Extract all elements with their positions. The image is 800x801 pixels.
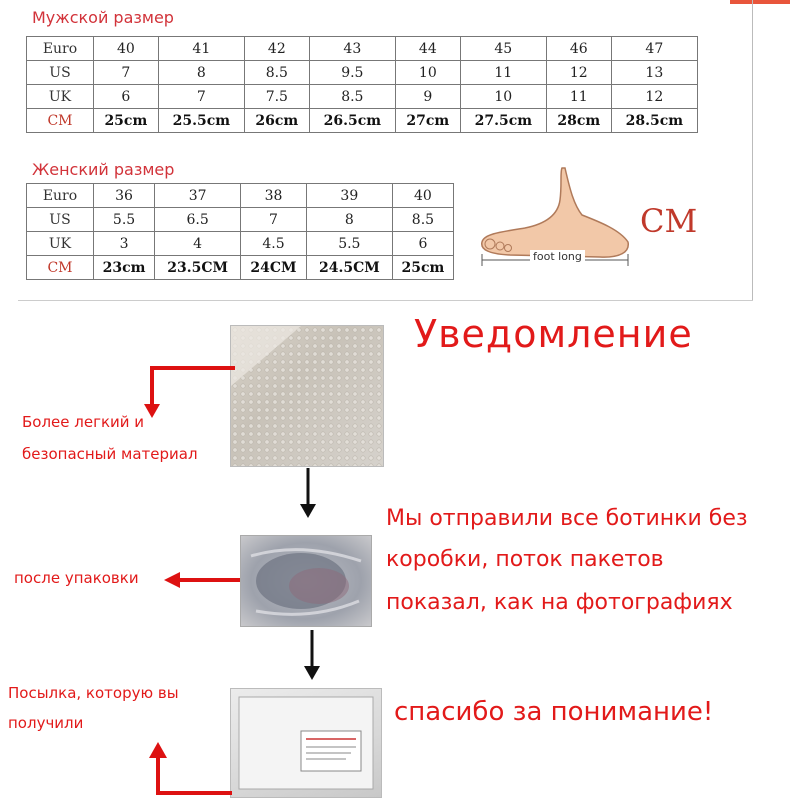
size-cell: 10 [460, 85, 546, 109]
size-cell: 25cm [392, 256, 453, 280]
size-cell: 4 [155, 232, 241, 256]
foot-diagram [470, 160, 750, 290]
size-cell: 8 [158, 61, 244, 85]
size-cell: 26cm [244, 109, 309, 133]
size-cell: 40 [94, 37, 159, 61]
size-cell: 27cm [395, 109, 460, 133]
size-row-cm [27, 109, 698, 133]
size-cell: 12 [546, 61, 611, 85]
size-cell: 42 [244, 37, 309, 61]
size-cell: 8.5 [309, 85, 395, 109]
parcel-photo [230, 688, 382, 798]
size-cell: 13 [611, 61, 697, 85]
arrow-material-icon [140, 360, 240, 420]
size-row-uk [27, 85, 698, 109]
size-row-euro [27, 37, 698, 61]
packed-shoes-photo [240, 535, 372, 627]
size-row-cm [27, 256, 454, 280]
size-cell: 27.5cm [460, 109, 546, 133]
size-cell: 39 [306, 184, 392, 208]
parcel-label-line1: Посылка, которую вы [8, 684, 179, 702]
women-size-title: Женский размер [32, 160, 175, 179]
foot-icon [470, 160, 750, 290]
men-size-title: Мужской размер [32, 8, 174, 27]
size-cell: 25cm [94, 109, 159, 133]
size-row-label: US [27, 208, 94, 232]
size-cell: 12 [611, 85, 697, 109]
size-cell: 24CM [241, 256, 307, 280]
foot-cm-label: CM [640, 202, 698, 240]
men-size-table [26, 36, 698, 133]
size-cell: 46 [546, 37, 611, 61]
size-row-euro [27, 184, 454, 208]
after-packing-label: после упаковки [14, 569, 139, 587]
size-cell: 6 [392, 232, 453, 256]
size-cell: 47 [611, 37, 697, 61]
size-cell: 8 [306, 208, 392, 232]
size-cell: 36 [94, 184, 155, 208]
size-cell: 8.5 [392, 208, 453, 232]
arrow-down-1-icon [296, 468, 320, 520]
size-row-us [27, 208, 454, 232]
size-cell: 38 [241, 184, 307, 208]
divider-vertical [752, 0, 753, 300]
size-cell: 43 [309, 37, 395, 61]
arrow-parcel-icon [140, 738, 240, 800]
size-cell: 41 [158, 37, 244, 61]
size-row-label: US [27, 61, 94, 85]
size-cell: 28cm [546, 109, 611, 133]
size-cell: 8.5 [244, 61, 309, 85]
arrow-down-2-icon [300, 630, 324, 682]
size-cell: 37 [155, 184, 241, 208]
size-row-label: UK [27, 232, 94, 256]
size-cell: 7 [158, 85, 244, 109]
size-cell: 45 [460, 37, 546, 61]
material-label-line2: безопасный материал [22, 445, 198, 463]
top-accent-bar [730, 0, 790, 4]
size-cell: 23cm [94, 256, 155, 280]
packed-shoes-icon [241, 536, 371, 626]
shipping-text-line1: Мы отправили все ботинки без [386, 506, 748, 531]
notice-title: Уведомление [414, 312, 693, 356]
size-cell: 5.5 [306, 232, 392, 256]
size-cell: 9 [395, 85, 460, 109]
divider-horizontal [18, 300, 753, 301]
foot-long-label: foot long [530, 250, 585, 263]
size-cell: 44 [395, 37, 460, 61]
size-cell: 40 [392, 184, 453, 208]
size-cell: 5.5 [94, 208, 155, 232]
women-size-table [26, 183, 454, 280]
parcel-label-line2: получили [8, 714, 84, 732]
size-cell: 7.5 [244, 85, 309, 109]
shipping-text-line3: показал, как на фотографиях [386, 590, 733, 615]
size-cell: 7 [241, 208, 307, 232]
size-cell: 11 [546, 85, 611, 109]
size-row-label: Euro [27, 184, 94, 208]
size-row-label: Euro [27, 37, 94, 61]
size-row-label: UK [27, 85, 94, 109]
size-cell: 6 [94, 85, 159, 109]
material-label-line1: Более легкий и [22, 413, 145, 431]
size-cell: 4.5 [241, 232, 307, 256]
size-cell: 23.5CM [155, 256, 241, 280]
shipping-text-line2: коробки, поток пакетов [386, 547, 664, 572]
arrow-after-packing-icon [162, 568, 242, 592]
size-cell: 24.5CM [306, 256, 392, 280]
size-cell: 28.5cm [611, 109, 697, 133]
size-cell: 6.5 [155, 208, 241, 232]
size-row-label: CM [27, 109, 94, 133]
size-cell: 25.5cm [158, 109, 244, 133]
thanks-text: спасибо за понимание! [394, 697, 714, 727]
size-cell: 7 [94, 61, 159, 85]
bubble-pattern-icon [231, 326, 383, 466]
size-row-us [27, 61, 698, 85]
size-cell: 9.5 [309, 61, 395, 85]
size-row-label: CM [27, 256, 94, 280]
size-cell: 3 [94, 232, 155, 256]
size-cell: 11 [460, 61, 546, 85]
size-cell: 26.5cm [309, 109, 395, 133]
parcel-icon [231, 689, 381, 797]
bubble-material-photo [230, 325, 384, 467]
size-cell: 10 [395, 61, 460, 85]
size-row-uk [27, 232, 454, 256]
